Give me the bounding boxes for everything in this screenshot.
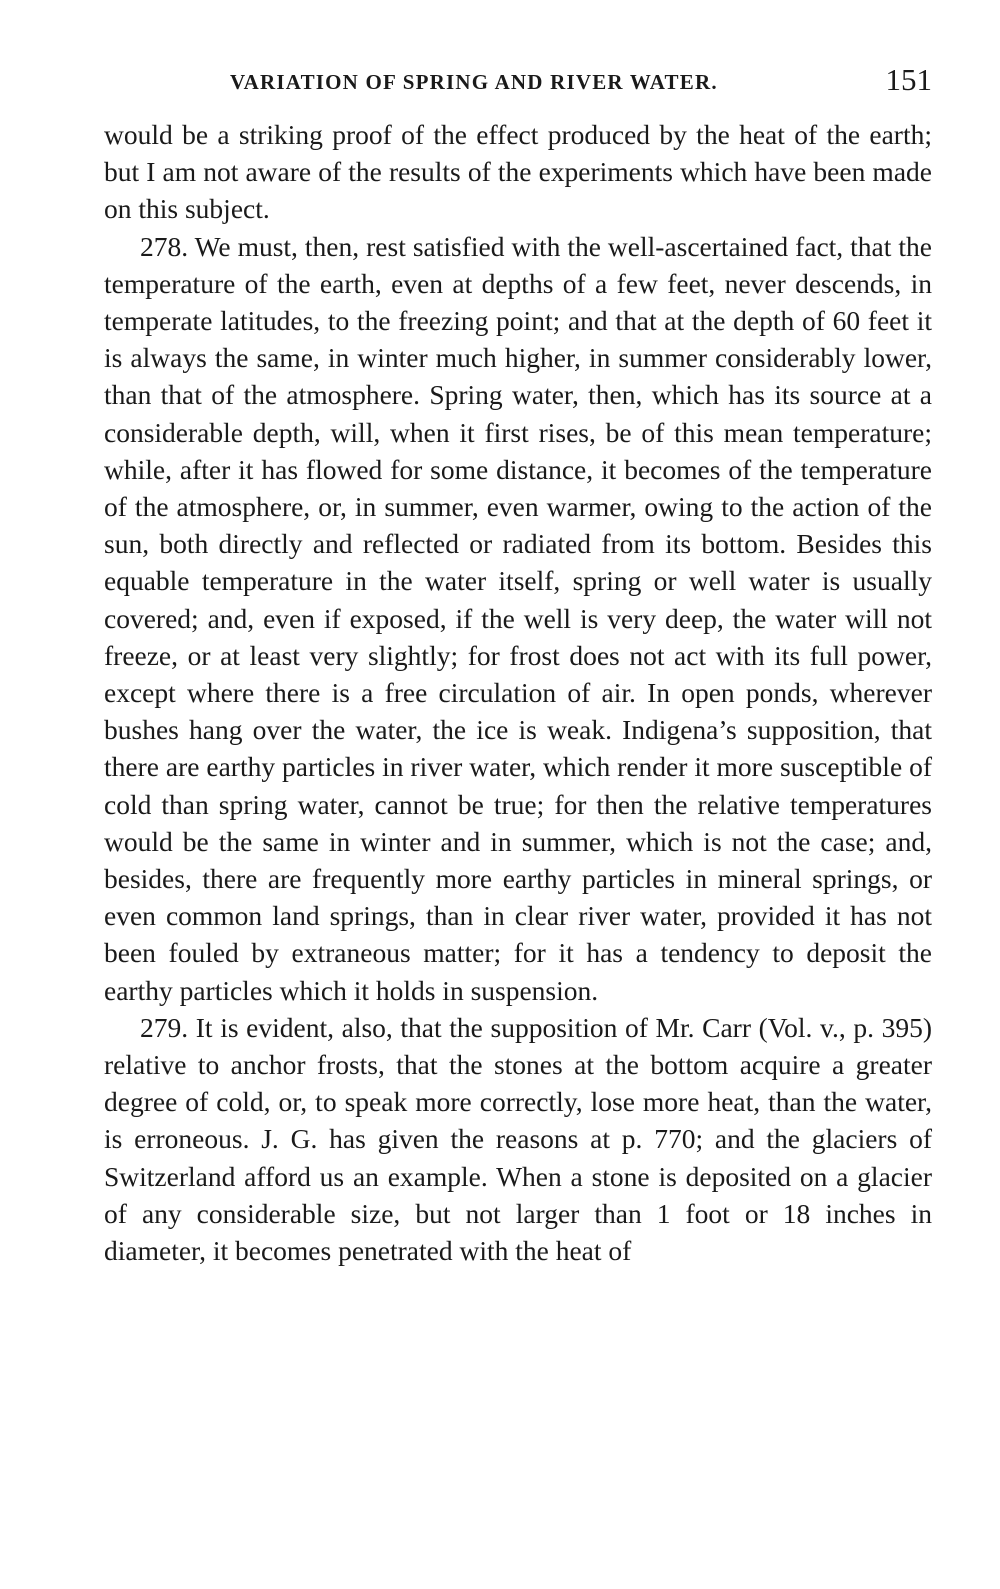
paragraph-278: 278. We must, then, rest satisfied with the well-ascertained fact, that the temperature of the earth, even at depths of a few feet, never descends, in temperate latitudes, to the freezing point; and that at the depth of 60 feet it is always the same, in winter much higher, in summer considerably lower, than that of the atmosphere. Spring water, then, which has its source at a considerable depth, will, when it first rises, be of this mean temperature; while, after it has flowed for some distance, it becomes of the temperature of the atmosphere, or, in summer, even warmer, owing to the action of the sun, both directly and reflected or radiated from its bottom. Besides this equable temperature in the water itself, spring or well water is usually covered; and, even if exposed, if the well is very deep, the water will not freeze, or at least very slightly; for frost does not act with its full power, except where there is a free circulation of air. In open ponds, wherever bushes hang over the water, the ice is weak. Indigena’s supposition, that there are earthy particles in river water, which render it more susceptible of cold than spring water, cannot be true; for then the relative temperatures would be the same in winter and in summer, which is not the case; and, besides, there are frequently more earthy particles in mineral springs, or even common land springs, than in clear river water, provided it has not been fouled by extraneous matter; for it has a tendency to deposit the earthy particles which it holds in suspension. — [104, 230, 932, 1006]
body-text — [104, 116, 932, 1269]
paragraph-279: 279. It is evident, also, that the supposition of Mr. Carr (Vol. v., p. 395) relative to anchor frosts, that the stones at the bottom acquire a greater degree of cold, or, to speak more correctly, lose more heat, than the water, is erroneous. J. G. has given the reasons at p. 770; and the glaciers of Switzerland afford us an example. When a stone is deposited on a glacier of any considerable size, but not larger than 1 foot or 18 inches in diameter, it becomes penetrated with the heat of — [104, 1011, 932, 1267]
paragraph-continuation: would be a striking proof of the effect produced by the heat of the earth; but I am not aware of the results of the experiments which have been made on this subject. — [104, 119, 932, 225]
running-head — [104, 60, 932, 116]
book-page — [104, 60, 932, 1269]
running-title: VARIATION OF SPRING AND RIVER WATER. — [230, 70, 718, 94]
page-number: 151 — [885, 62, 932, 97]
